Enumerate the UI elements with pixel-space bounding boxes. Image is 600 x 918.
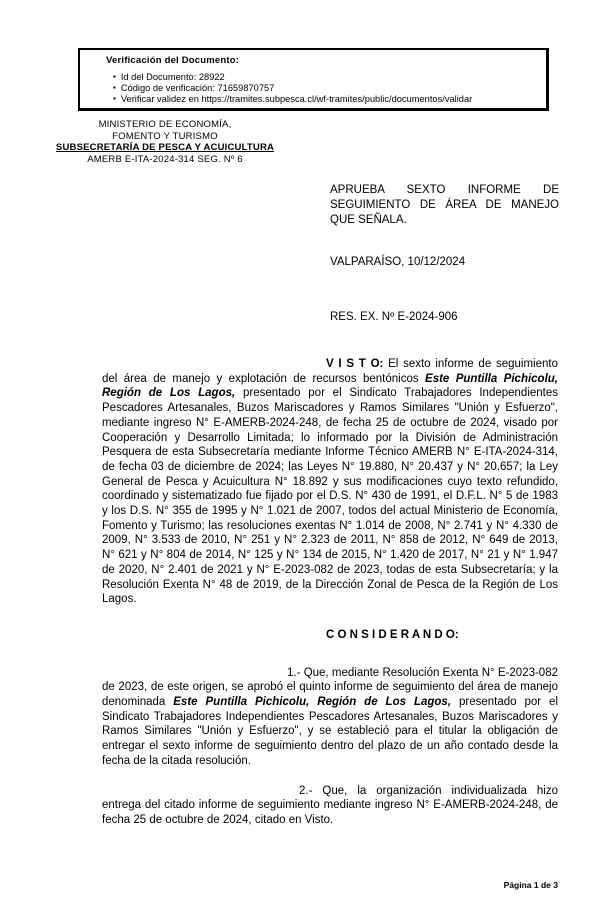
- text-run: presentado por el Sindicato Trabajadores Independientes Pescadores Artesanales, Buzos Mariscadores y Ramos Similares "Unión y Esfuerzo", mediante ingreso N° E-AMERB-2024-248, de fecha 25 de octubre de 2024, visado por Cooperación y Desarrollo Limitada; lo informado por la División de Administración Pesquera de esta Subsecretaría mediante Informe Técnico AMERB N° E-ITA-2024-314, de fecha 03 de diciembre de 2024; las Leyes N° 19.880, N° 20.437 y N° 20.657; la Ley General de Pesca y Acuicultura N° 18.892 y sus modificaciones cuyo texto refundido, coordinado y sistematizado fue fijado por el D.S. N° 430 de 1991, el D.F.L. N° 5 de 1983 y los D.S. N° 355 de 1995 y N° 1.021 de 2007, todos del actual Ministerio de Economía, Fomento y Turismo; las resoluciones exentas N° 1.014 de 2008, N° 2.741 y N° 4.330 de 2009, N° 3.533 de 2010, N° 251 y N° 2.323 de 2011, N° 858 de 2012, N° 649 de 2013, N° 621 y N° 804 de 2014, N° 125 y N° 134 de 2015, N° 1.420 de 2017, N° 21 y N° 1.947 de 2020, N° 2.401 de 2021 y N° E-2023-082 de 2023, todas de esta Subsecretaría; y la Resolución Exenta N° 48 de 2019, de la Dirección Zonal de Pesca de la Región de Los Lagos.: [102, 387, 559, 606]
- verification-item-document-id: ▪ Id del Documento: 28922: [113, 72, 538, 83]
- letterhead: [40, 119, 290, 166]
- verification-item-code: ▪ Código de verificación: 71659870757: [113, 83, 538, 94]
- considerando-heading: C O N S I D E R A N D O:: [326, 628, 459, 641]
- text-run: V I S T O:: [326, 358, 384, 370]
- subject-title-line-3: QUE SEÑALA.: [330, 214, 407, 226]
- considerando-paragraph-2: [102, 784, 558, 828]
- verification-item-url[interactable]: ▪ Verificar validez en https://tramites.subpesca.cl/wf-tramites/public/documentos/validar: [113, 94, 538, 105]
- subsecretaria-line: SUBSECRETARÍA DE PESCA Y ACUICULTURA: [55, 142, 275, 154]
- place-date: VALPARAÍSO, 10/12/2024: [330, 256, 466, 268]
- subject-title-line-1: APRUEBA SEXTO INFORME DE: [330, 184, 559, 196]
- text-run: presentado por el Sindicato Trabajadores Independientes Pescadores Artesanales, Buzos Mariscadores y Ramos Similares "Unión y Esfuerzo", y se estableció para el titular la obligación de entregar el sexto informe de seguimiento dentro del plazo de un año contado desde la fecha de la citada resolución.: [102, 696, 559, 767]
- visto-paragraph: [102, 357, 558, 607]
- ministry-line-2: FOMENTO Y TURISMO: [112, 130, 218, 142]
- verification-title: Verificación del Documento:: [106, 55, 240, 66]
- amerb-code-line: AMERB E-ITA-2024-314 SEG. Nº 6: [87, 154, 243, 166]
- text-run: 1.- Que, mediante Resolución Exenta N° E-2023-082 de 2023, de este origen, se aprobó el quinto informe de seguimiento del área de manejo denominada: [102, 666, 558, 709]
- text-run: El sexto informe de seguimiento del área de manejo y explotación de recursos bentónicos: [102, 358, 558, 385]
- verification-box: [78, 48, 549, 111]
- subject-title-line-2: SEGUIMIENTO DE ÁREA DE MANEJO: [330, 199, 559, 211]
- considerando-paragraph-1: [102, 666, 558, 769]
- verification-list: [106, 72, 538, 106]
- page-number: Página 1 de 3: [503, 880, 558, 890]
- document-body: [102, 357, 558, 828]
- text-run: Este Puntilla Pichicolu, Región de Los Lagos,: [173, 696, 452, 709]
- subject-title: [330, 183, 559, 228]
- text-run: 2.- Que, la organización individualizada hizo entrega del citado informe de seguimiento mediante ingreso N° E-AMERB-2024-248, de fecha 25 de octubre de 2024, citado en Visto.: [102, 784, 558, 826]
- resolution-number: RES. EX. Nº E-2024-906: [330, 311, 458, 323]
- ministry-line-1: MINISTERIO DE ECONOMÍA,: [98, 119, 232, 130]
- text-run: Este Puntilla Pichicolu, Región de Los Lagos,: [102, 372, 558, 400]
